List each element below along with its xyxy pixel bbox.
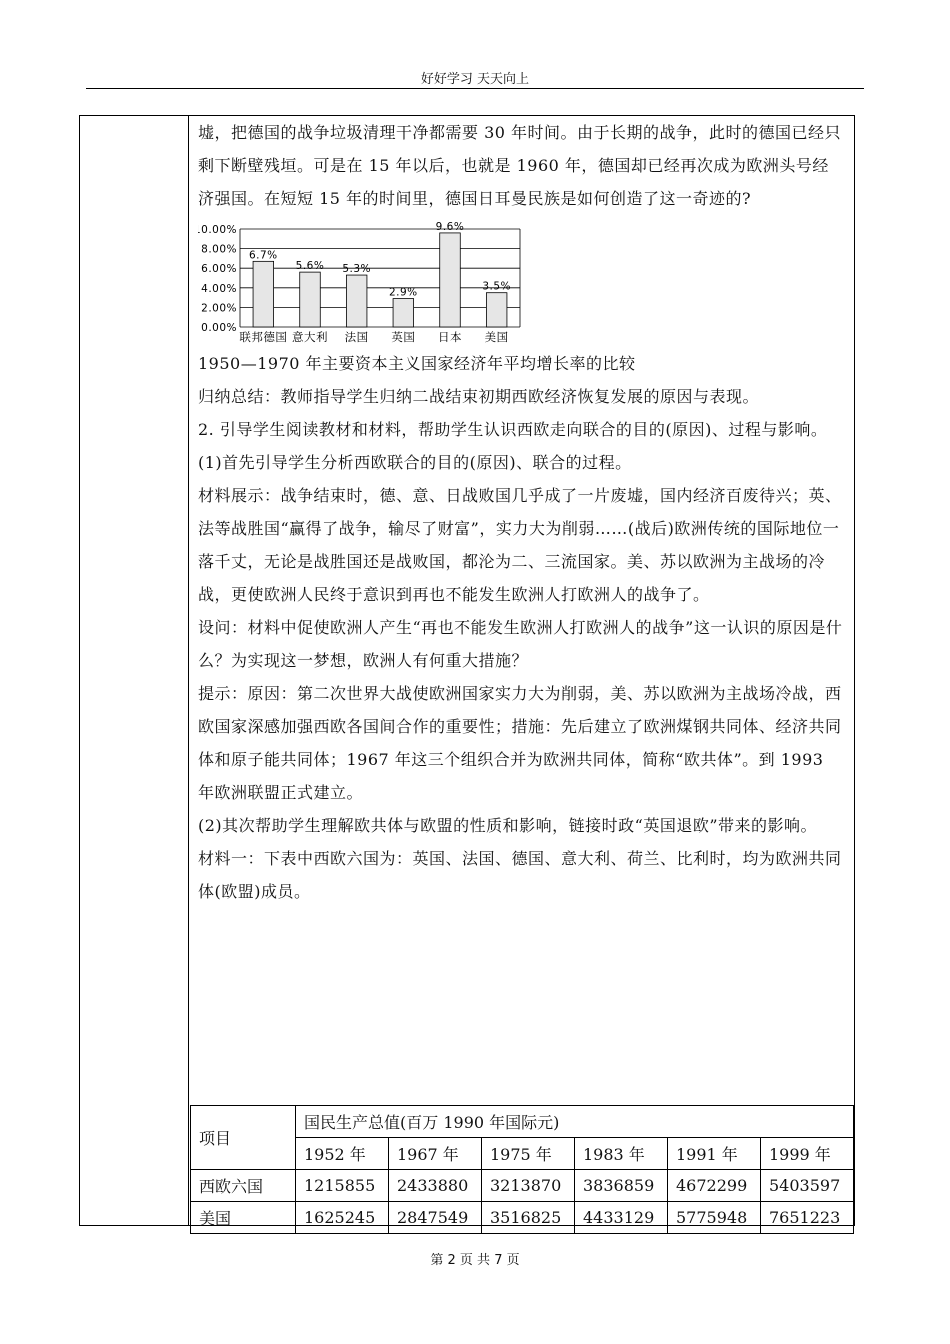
value-cell: 3213870: [482, 1170, 575, 1202]
year-cell: 1999 年: [761, 1138, 854, 1170]
page-header: 好好学习 天天向上: [420, 72, 530, 87]
category-label: 法国: [344, 330, 369, 344]
year-cell: 1983 年: [575, 1138, 668, 1170]
bar: [346, 275, 367, 327]
table-row: [191, 1170, 854, 1202]
page-footer: 第 2 页 共 7 页: [430, 1253, 520, 1268]
year-cell: 1967 年: [389, 1138, 482, 1170]
value-cell: 7651223: [761, 1202, 854, 1234]
y-tick-label: 2.00%: [201, 302, 237, 315]
gnp-table: [190, 1105, 854, 1234]
summary-paragraph: 归纳总结：教师指导学生归纳二战结束初期西欧经济恢复发展的原因与表现。: [198, 387, 760, 406]
intro-paragraph: 墟，把德国的战争垃圾清理干净都需要 30 年时间。由于长期的战争，此时的德国已经只剩下断壁残垣。可是在 15 年以后，也就是 1960 年，德国却已经再次成为欧洲头号经济强国。在短短 15 年的时间里，德国日耳曼民族是如何创造了这一奇迹的?: [198, 123, 842, 208]
y-tick-label: 0.00%: [201, 322, 237, 334]
value-cell: 3836859: [575, 1170, 668, 1202]
table-header-row: [191, 1106, 854, 1138]
lesson-content: [198, 116, 843, 908]
hint-paragraph: 提示：原因：第二次世界大战使欧洲国家实力大为削弱，美、苏以欧洲为主战场冷战，西欧国家深感加强西欧各国间合作的重要性；措施：先后建立了欧洲煤钢共同体、经济共同体和原子能共同体；1967 年这三个组织合并为欧洲共同体，简称“欧共体”。到 1993 年欧洲联盟正式建立。: [198, 684, 842, 802]
material-one: 材料一：下表中西欧六国为：英国、法国、德国、意大利、荷兰、比利时，均为欧洲共同体(欧盟)成员。: [198, 849, 842, 901]
category-label: 意大利: [292, 330, 328, 344]
value-cell: 4672299: [668, 1170, 761, 1202]
data-label: 2.9%: [388, 286, 418, 299]
growth-rate-chart: [198, 215, 528, 347]
bar: [440, 233, 461, 327]
chart-svg: [198, 215, 528, 347]
category-label: 日本: [438, 330, 462, 344]
chart-caption: 1950—1970 年主要资本主义国家经济年平均增长率的比较: [198, 354, 636, 373]
y-tick-label: 10.00%: [198, 224, 237, 236]
data-label: 5.3%: [342, 263, 372, 276]
category-label: 联邦德国: [239, 330, 288, 344]
value-cell: 1215855: [296, 1170, 389, 1202]
y-tick-label: 4.00%: [201, 282, 237, 295]
y-tick-label: 8.00%: [201, 243, 237, 256]
row-label: 美国: [191, 1202, 296, 1234]
category-label: 美国: [484, 330, 509, 344]
data-label: 6.7%: [248, 249, 278, 262]
column-divider: [188, 115, 189, 1226]
sub-point-2: (2)其次帮助学生理解欧共体与欧盟的性质和影响，链接时政“英国退欧”带来的影响。: [198, 816, 818, 835]
sub-point-1: (1)首先引导学生分析西欧联合的目的(原因)、联合的过程。: [198, 453, 632, 472]
row-header-cell: 项目: [191, 1106, 296, 1170]
category-label: 英国: [391, 330, 416, 344]
data-label: 9.6%: [435, 220, 465, 233]
material-paragraph: 材料展示：战争结束时，德、意、日战败国几乎成了一片废墟，国内经济百废待兴；英、法等战胜国“赢得了战争，输尽了财富”，实力大为削弱……(战后)欧洲传统的国际地位一落千丈，无论是战胜国还是战败国，都沦为二、三流国家。美、苏以欧洲为主战场的冷战，更使欧洲人民终于意识到再也不能发生欧洲人打欧洲人的战争了。: [198, 486, 842, 604]
bar: [486, 293, 507, 327]
data-label: 5.6%: [295, 260, 325, 273]
year-cell: 1991 年: [668, 1138, 761, 1170]
row-label: 西欧六国: [191, 1170, 296, 1202]
value-cell: 1625245: [296, 1202, 389, 1234]
data-label: 3.5%: [482, 280, 512, 293]
bar: [300, 272, 321, 327]
value-cell: 2847549: [389, 1202, 482, 1234]
year-cell: 1975 年: [482, 1138, 575, 1170]
question-paragraph: 设问：材料中促使欧洲人产生“再也不能发生欧洲人打欧洲人的战争”这一认识的原因是什么？为实现这一梦想，欧洲人有何重大措施？: [198, 618, 843, 670]
y-tick-label: 6.00%: [201, 263, 237, 276]
value-cell: 2433880: [389, 1170, 482, 1202]
value-cell: 3516825: [482, 1202, 575, 1234]
value-cell: 4433129: [575, 1202, 668, 1234]
bar: [393, 299, 414, 327]
header-rule: [86, 88, 864, 89]
year-cell: 1952 年: [296, 1138, 389, 1170]
bar: [253, 261, 274, 327]
point-2: 2. 引导学生阅读教材和材料，帮助学生认识西欧走向联合的目的(原因)、过程与影响。: [198, 420, 828, 439]
value-cell: 5403597: [761, 1170, 854, 1202]
value-cell: 5775948: [668, 1202, 761, 1234]
table-row: [191, 1202, 854, 1234]
group-header-cell: 国民生产总值(百万 1990 年国际元): [296, 1106, 854, 1138]
